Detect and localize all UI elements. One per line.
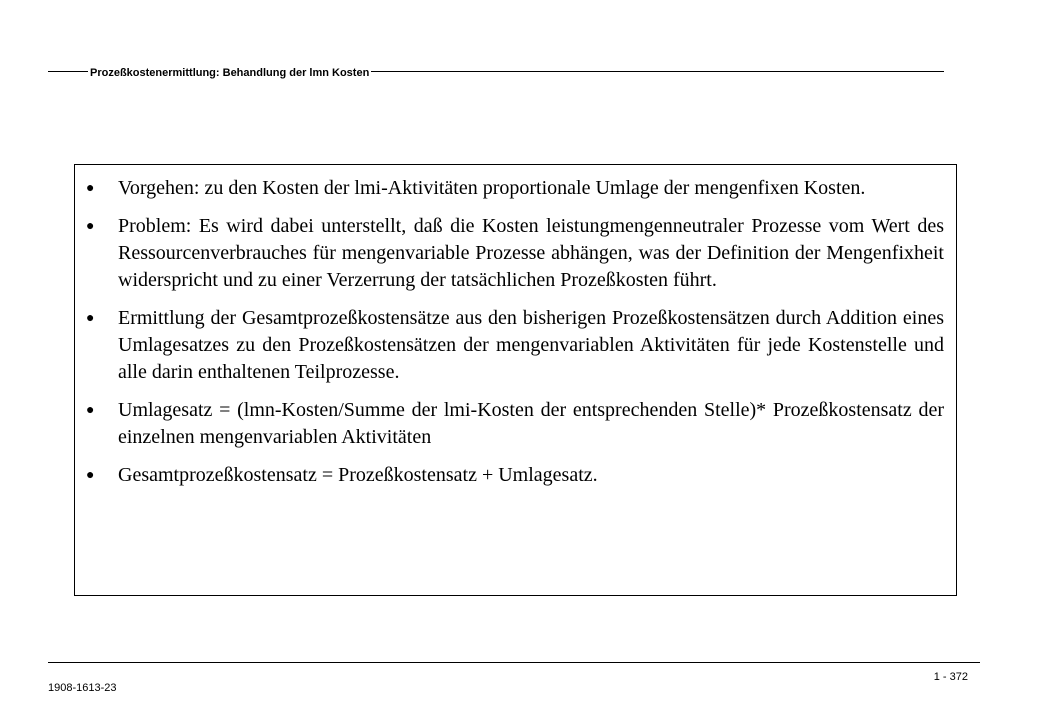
bullet-list <box>85 175 944 489</box>
list-item-text: Vorgehen: zu den Kosten der lmi-Aktivitäten proportionale Umlage der mengenfixen Kosten. <box>118 177 866 199</box>
footer-divider <box>48 662 980 663</box>
bullet-icon: ● <box>86 468 95 483</box>
content-box <box>74 164 957 596</box>
bullet-icon: ● <box>86 311 95 326</box>
list-item-text: Ermittlung der Gesamtprozeßkostensätze aus den bisherigen Prozeßkostensätzen durch Addition eines Umlagesatzes zu den Prozeßkostensätzen der mengenvariablen Aktivitäten für jede Kostenstelle und alle darin enthaltenen Teilprozesse. <box>118 307 944 383</box>
document-id: 1908-1613-23 <box>48 682 117 694</box>
list-item <box>85 305 944 386</box>
list-item-text: Gesamtprozeßkostensatz = Prozeßkostensatz + Umlagesatz. <box>118 464 598 486</box>
page-number: 1 - 372 <box>933 671 968 683</box>
list-item <box>85 397 944 451</box>
list-item-text: Problem: Es wird dabei unterstellt, daß die Kosten leistungmengenneutraler Prozesse vom Wert des Ressourcenverbrauches für mengenvariable Prozesse abhängen, was der Definition der Mengenfixheit widerspricht und zu einer Verzerrung der tatsächlichen Prozeßkosten führt. <box>118 215 944 291</box>
list-item-text: Umlagesatz = (lmn-Kosten/Summe der lmi-Kosten der entsprechenden Stelle)* Prozeßkostensatz der einzelnen mengenvariablen Aktivitäten <box>118 399 944 448</box>
page-title: Prozeßkostenermittlung: Behandlung der lmn Kosten <box>90 67 370 79</box>
list-item <box>85 462 944 489</box>
list-item <box>85 213 944 294</box>
bullet-icon: ● <box>86 181 95 196</box>
bullet-icon: ● <box>86 219 95 234</box>
bullet-icon: ● <box>86 403 95 418</box>
list-item <box>85 175 944 202</box>
